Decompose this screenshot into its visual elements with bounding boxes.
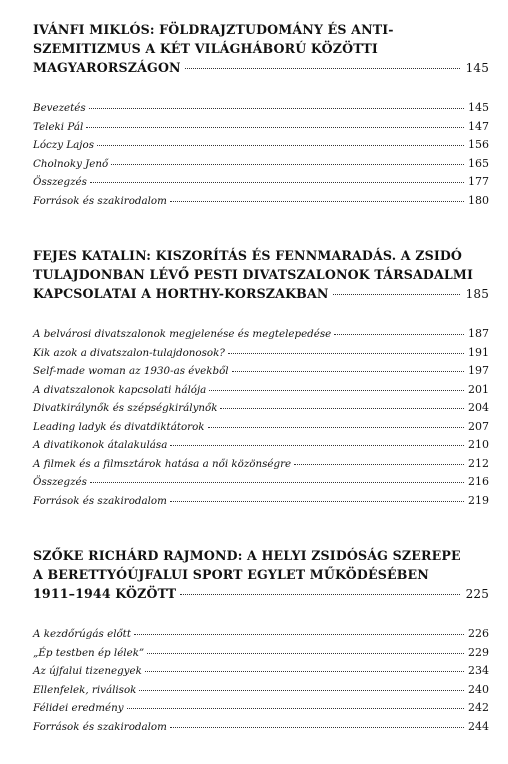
toc-section bbox=[33, 546, 489, 736]
dot-leader bbox=[170, 445, 464, 446]
dot-leader bbox=[86, 127, 464, 128]
entry-title: Leading ladyk és divatdiktátorok bbox=[33, 420, 205, 433]
dot-leader bbox=[139, 690, 464, 691]
list-item[interactable] bbox=[33, 699, 489, 718]
entry-title: Cholnoky Jenő bbox=[33, 157, 109, 170]
entry-list bbox=[33, 99, 489, 210]
list-item[interactable] bbox=[33, 681, 489, 700]
entry-title: Források és szakirodalom bbox=[33, 494, 167, 507]
entry-title: Self-made woman az 1930-as évekből bbox=[33, 365, 229, 377]
dot-leader bbox=[97, 145, 464, 146]
page-number: 242 bbox=[468, 701, 489, 714]
section-heading bbox=[33, 246, 489, 304]
entry-title: A divatszalonok kapcsolati hálója bbox=[33, 383, 207, 396]
dot-leader bbox=[170, 201, 464, 202]
list-item[interactable] bbox=[33, 644, 489, 663]
entry-title: „Ép testben ép lélek” bbox=[33, 646, 145, 659]
entry-title: A belvárosi divatszalonok megjelenése és megtelepedése bbox=[33, 328, 332, 340]
table-of-contents bbox=[33, 20, 489, 736]
list-item[interactable] bbox=[33, 155, 489, 174]
entry-title: Ellenfelek, riválisok bbox=[33, 683, 137, 696]
dot-leader bbox=[228, 353, 464, 354]
section-heading bbox=[33, 20, 489, 78]
page-number: 177 bbox=[468, 175, 489, 188]
dot-leader bbox=[170, 727, 464, 728]
page-number: 234 bbox=[468, 664, 489, 677]
page-number: 147 bbox=[468, 119, 489, 133]
entry-title: Bevezetés bbox=[33, 102, 86, 114]
toc-section bbox=[33, 246, 489, 510]
list-item[interactable] bbox=[33, 418, 489, 437]
list-item[interactable] bbox=[33, 718, 489, 737]
dot-leader bbox=[90, 182, 464, 183]
list-item[interactable] bbox=[33, 625, 489, 644]
entry-list bbox=[33, 625, 489, 736]
page-number: 244 bbox=[468, 719, 489, 733]
heading-line-text: 1911–1944 KÖZÖTT bbox=[33, 586, 177, 601]
page-number: 204 bbox=[468, 401, 489, 414]
dot-leader bbox=[170, 501, 464, 502]
dot-leader bbox=[180, 594, 459, 595]
dot-leader bbox=[185, 68, 460, 69]
list-item[interactable] bbox=[33, 192, 489, 211]
page-number: 212 bbox=[468, 456, 489, 470]
list-item[interactable] bbox=[33, 136, 489, 155]
dot-leader bbox=[209, 390, 464, 391]
heading-line: FEJES KATALIN: KISZORÍTÁS ÉS FENNMARADÁS. A ZSIDÓ bbox=[33, 248, 463, 263]
list-item[interactable] bbox=[33, 662, 489, 681]
page-number: 145 bbox=[465, 61, 489, 75]
list-item[interactable] bbox=[33, 473, 489, 492]
heading-line-text: MAGYARORSZÁGON bbox=[33, 60, 181, 75]
dot-leader bbox=[90, 482, 464, 483]
entry-title: Félidei eredmény bbox=[33, 702, 124, 714]
dot-leader bbox=[134, 634, 464, 635]
dot-leader bbox=[220, 408, 464, 409]
heading-line bbox=[33, 584, 489, 604]
heading-line: SZŐKE RICHÁRD RAJMOND: A HELYI ZSIDÓSÁG SZEREPE bbox=[33, 548, 461, 563]
entry-title: Divatkirálynők és szépségkirálynők bbox=[33, 402, 218, 414]
dot-leader bbox=[89, 108, 464, 109]
page-number: 216 bbox=[468, 475, 489, 488]
page-number: 156 bbox=[468, 138, 489, 151]
heading-line bbox=[33, 58, 489, 78]
page-number: 240 bbox=[468, 682, 489, 696]
dot-leader bbox=[333, 294, 460, 295]
dot-leader bbox=[127, 708, 464, 709]
list-item[interactable] bbox=[33, 118, 489, 137]
page-number: 187 bbox=[468, 327, 489, 340]
entry-title: Teleki Pál bbox=[33, 120, 84, 133]
list-item[interactable] bbox=[33, 99, 489, 118]
entry-title: Források és szakirodalom bbox=[33, 720, 167, 733]
entry-title: A kezdőrúgás előtt bbox=[33, 628, 131, 640]
list-item[interactable] bbox=[33, 399, 489, 418]
page-number: 226 bbox=[468, 627, 489, 640]
entry-title: Az újfalui tizenegyek bbox=[33, 665, 142, 677]
dot-leader bbox=[111, 164, 464, 165]
dot-leader bbox=[145, 671, 464, 672]
heading-line: SZEMITIZMUS A KÉT VILÁGHÁBORÚ KÖZÖTTI bbox=[33, 41, 378, 56]
list-item[interactable] bbox=[33, 436, 489, 455]
list-item[interactable] bbox=[33, 173, 489, 192]
page-number: 229 bbox=[468, 645, 489, 659]
page-number: 225 bbox=[465, 587, 489, 601]
list-item[interactable] bbox=[33, 325, 489, 344]
dot-leader bbox=[232, 371, 464, 372]
section-heading bbox=[33, 546, 489, 604]
page-number: 201 bbox=[468, 382, 489, 396]
entry-title: A divatikonok átalakulása bbox=[33, 439, 168, 451]
entry-title: Kik azok a divatszalon-tulajdonosok? bbox=[33, 346, 225, 359]
toc-section bbox=[33, 20, 489, 210]
page-number: 180 bbox=[468, 193, 489, 207]
heading-line: IVÁNFI MIKLÓS: FÖLDRAJZTUDOMÁNY ÉS ANTI- bbox=[33, 22, 394, 37]
dot-leader bbox=[147, 653, 464, 654]
entry-title: A filmek és a filmsztárok hatása a női közönségre bbox=[33, 457, 292, 470]
entry-title: Források és szakirodalom bbox=[33, 194, 167, 207]
page-number: 191 bbox=[468, 345, 489, 359]
page-number: 210 bbox=[468, 438, 489, 451]
page-number: 165 bbox=[468, 156, 489, 170]
page-number: 207 bbox=[468, 419, 489, 433]
list-item[interactable] bbox=[33, 455, 489, 474]
dot-leader bbox=[208, 427, 464, 428]
list-item[interactable] bbox=[33, 344, 489, 363]
entry-list bbox=[33, 325, 489, 510]
heading-line-text: KAPCSOLATAI A HORTHY-KORSZAKBAN bbox=[33, 286, 329, 301]
dot-leader bbox=[334, 334, 464, 335]
entry-title: Összegzés bbox=[33, 176, 87, 188]
page-number: 219 bbox=[468, 493, 489, 507]
entry-title: Összegzés bbox=[33, 476, 87, 488]
list-item[interactable] bbox=[33, 362, 489, 381]
heading-line: A BERETTYÓÚJFALUI SPORT EGYLET MŰKÖDÉSÉBEN bbox=[33, 567, 429, 582]
heading-line: TULAJDONBAN LÉVŐ PESTI DIVATSZALONOK TÁRSADALMI bbox=[33, 267, 474, 282]
list-item[interactable] bbox=[33, 492, 489, 511]
page-number: 185 bbox=[465, 287, 489, 301]
dot-leader bbox=[294, 464, 464, 465]
page-number: 197 bbox=[468, 364, 489, 377]
page-number: 145 bbox=[468, 101, 489, 114]
list-item[interactable] bbox=[33, 381, 489, 400]
entry-title: Lóczy Lajos bbox=[33, 139, 94, 151]
heading-line bbox=[33, 284, 489, 304]
